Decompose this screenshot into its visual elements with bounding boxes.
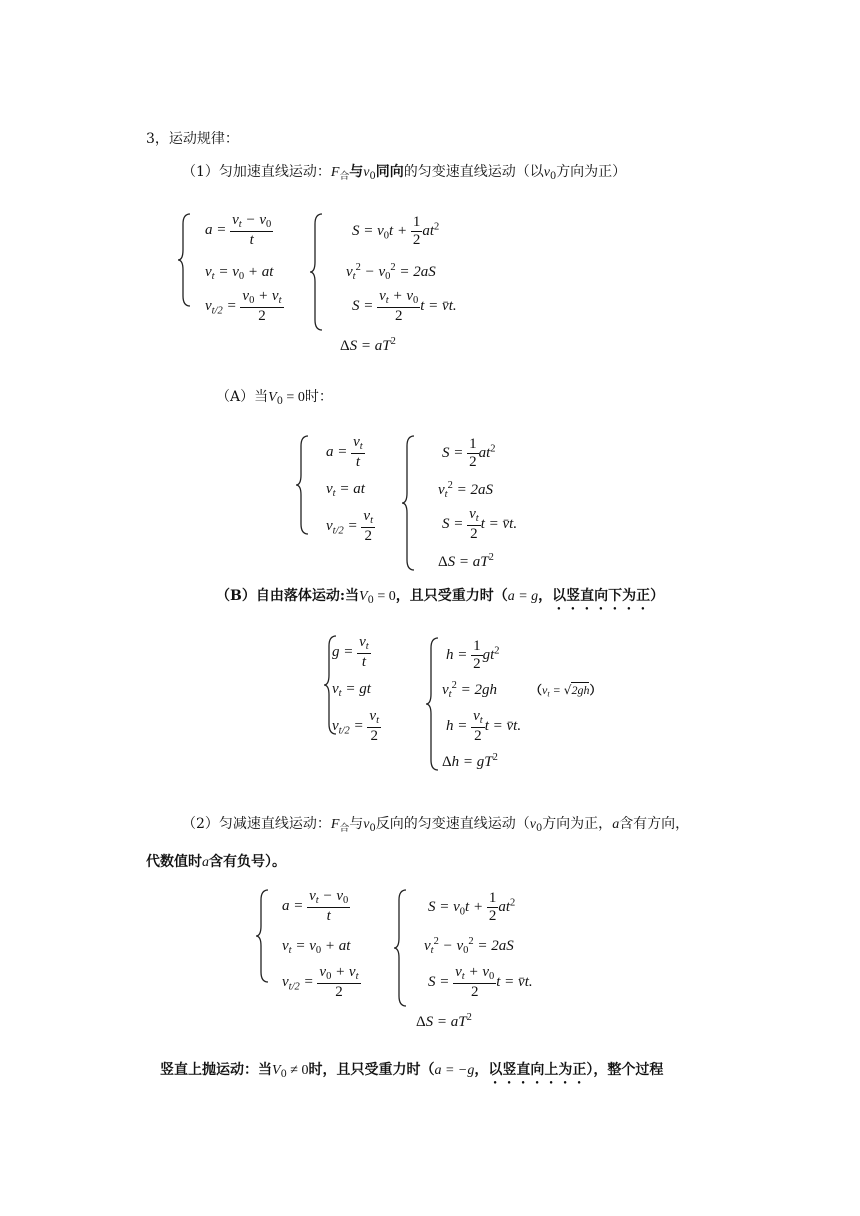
formula-velocity: $v_t = v_0$ + at — [205, 264, 274, 283]
part2-v0-sub: 0 — [369, 822, 376, 834]
formula-mid-velocity: $v_{t/2}$ = $\frac{v_0 + v_t}{2}$ — [205, 288, 282, 325]
part1-v0-repeat: v — [543, 165, 550, 180]
part2-v0-sub-repeat: 0 — [535, 822, 543, 834]
formulaB-velocity: $v_t$ = gt — [332, 681, 371, 700]
formulaB-mid-velocity: $v_{t/2}$ = $\frac{v_t}{2}$ — [332, 708, 379, 745]
caseB-cond: V — [359, 589, 368, 604]
left-brace — [392, 888, 408, 1008]
part2-label: （2）匀减速直线运动： — [182, 816, 331, 832]
formulaA-accel: a = $\frac{v_t}{t}$ — [326, 434, 363, 471]
part2-force: F — [330, 817, 340, 832]
part1-text-c: 的匀变速直线运动（以 — [403, 164, 544, 180]
left-brace — [176, 212, 192, 308]
vertical-close: ），整个过程 — [586, 1062, 664, 1078]
left-brace — [254, 888, 270, 984]
left-brace — [424, 636, 440, 772]
caseA-cond-rest: = 0 — [282, 390, 305, 405]
part2-line2 — [146, 855, 286, 870]
part2-force-sub: 合 — [339, 822, 350, 834]
formula-displacement: $S = v_0t$ + $\frac{1}{2}$ $at^2$ — [352, 214, 440, 249]
part2-text-a: 与 — [349, 816, 364, 832]
part2-a: a — [612, 817, 620, 832]
formula2-avg-displacement: S = $\frac{v_t + v_0}{2}$ t = v̄t. — [428, 964, 533, 1001]
part1-text-a: 与 — [349, 164, 364, 180]
part1-v0: v — [363, 165, 370, 180]
part2-v0-repeat: v — [529, 817, 536, 832]
formulaB-avg-height: h = $\frac{v_t}{2}$ t = v̄t. — [446, 708, 522, 745]
formulaB-height: h = $\frac{1}{2}$ $gt^2$ — [446, 638, 500, 673]
part2-v0: v — [363, 817, 370, 832]
left-brace — [400, 434, 416, 572]
note-v: v — [542, 683, 548, 697]
caseB-cond-rest: = 0 — [373, 589, 396, 604]
part2-text-c: 方向为正， — [542, 816, 613, 832]
formulaA-vsq: $v_t^2 = 2aS$ — [438, 480, 493, 500]
caseA-suffix: 时： — [304, 389, 333, 405]
part1-v0-sub-repeat: 0 — [549, 170, 557, 182]
formulaA-avg-displacement: S = $\frac{v_t}{2}$ t = v̄t. — [442, 506, 518, 543]
part1-heading — [182, 165, 626, 182]
formula2-accel: a = $\frac{v_t - v_0}{t}$ — [282, 888, 349, 925]
caseB-ag: a = g — [507, 589, 539, 604]
part2-line2-a: 代数值时 — [146, 854, 202, 870]
vertical-cond-sub: 0 — [280, 1068, 287, 1080]
formula2-mid-velocity: $v_{t/2}$ = $\frac{v_0 + v_t}{2}$ — [282, 964, 359, 1001]
vertical-cond: V — [272, 1063, 281, 1078]
vertical-mid: 时，且只受重力时（ — [308, 1062, 435, 1078]
part2-heading — [182, 817, 689, 834]
formulaB-vsq: $v_t^2 = 2gh$ — [442, 680, 497, 700]
caseB-comma: ， — [538, 588, 553, 604]
formula2-velocity: $v_t = v_0$ + at — [282, 938, 351, 957]
vertical-ag: a = −g — [434, 1063, 475, 1078]
part2-text-d: 含有方向， — [619, 816, 690, 832]
caseA-cond: V — [268, 390, 277, 405]
part2-line2-a-sym: a — [202, 855, 209, 870]
part1-text-d: 方向为正） — [556, 164, 627, 180]
caseB-cond-sub: 0 — [367, 594, 374, 606]
part2-text-b: 反向的匀变速直线运动（ — [375, 816, 530, 832]
formula2-vsq: $v_t^2 - v_0^2 = 2aS$ — [424, 936, 514, 956]
left-brace — [308, 212, 324, 332]
part1-force-sub: 合 — [339, 170, 350, 182]
note-eq: = — [549, 683, 564, 697]
caseB-mid: ，且只受重力时（ — [395, 588, 508, 604]
formulaB-note: $(v_t = √2gh)$ — [530, 683, 602, 699]
part1-force: F — [330, 165, 340, 180]
caseB-dotted: 以竖直向下为正 — [552, 588, 651, 604]
note-close: ） — [589, 683, 602, 697]
caseA-cond-sub: 0 — [276, 395, 283, 407]
vertical-label: 竖直上抛运动：当 — [160, 1062, 272, 1078]
caseB-heading — [216, 588, 664, 613]
formulaB-delta-h: $\Delta h = gT^2$ — [442, 752, 498, 770]
formula-avg-displacement: S = $\frac{v_t + v_0}{2}$ t = v̄t. — [352, 288, 457, 325]
vertical-dotted: 以竖直向上为正 — [488, 1062, 587, 1078]
section-heading: 3，运动规律： — [146, 131, 239, 147]
note-open: （ — [530, 683, 543, 697]
vertical-comma: ， — [474, 1062, 489, 1078]
formula2-delta-s: $\Delta S = aT^2$ — [416, 1012, 472, 1030]
formulaA-delta-s: $\Delta S = aT^2$ — [438, 552, 494, 570]
caseB-close: ） — [650, 588, 665, 604]
part1-v0-sub: 0 — [369, 170, 376, 182]
part2-line2-b: 含有负号）。 — [209, 854, 286, 870]
caseA-heading — [216, 390, 333, 407]
formula-accel: a = $\frac{v_t - v_0}{t}$ — [205, 212, 272, 249]
formula-vsq: $v_t^2 - v_0^2 = 2aS$ — [346, 262, 436, 282]
part1-text-b: 同向 — [375, 164, 404, 180]
vertical-cond-rest: ≠ 0 — [286, 1063, 309, 1078]
caseA-label: （A）当 — [216, 389, 269, 405]
note-radicand: 2gh — [571, 683, 590, 697]
formulaA-mid-velocity: $v_{t/2}$ = $\frac{v_t}{2}$ — [326, 508, 373, 545]
note-sub: t — [547, 689, 550, 699]
formulaA-displacement: S = $\frac{1}{2}$ $at^2$ — [442, 436, 496, 471]
formulaB-accel: g = $\frac{v_t}{t}$ — [332, 634, 369, 671]
vertical-heading — [160, 1062, 663, 1087]
formula-delta-s: $\Delta S = aT^2$ — [340, 336, 396, 354]
formulaA-velocity: $v_t$ = at — [326, 481, 365, 500]
left-brace — [294, 434, 310, 536]
formula2-displacement: $S = v_0t$ + $\frac{1}{2}$ $at^2$ — [428, 890, 516, 925]
caseB-label: （B）自由落体运动:当 — [216, 588, 360, 604]
part1-label: （1）匀加速直线运动： — [182, 164, 331, 180]
